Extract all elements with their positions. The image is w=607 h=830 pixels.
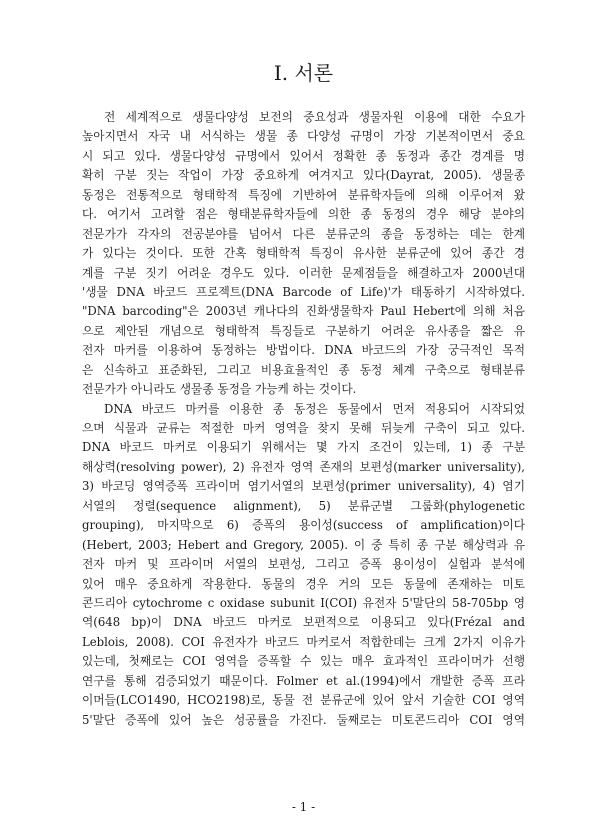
- body-text: [82, 108, 525, 730]
- text-line: 이머들(LCO1490, HCO2198)로, 동물 전 분류군에 있어 앞서 기술한 COI 영역: [82, 693, 525, 708]
- text-line: 으로 제안된 개념으로 형태학적 특징들로 구분하기 어려운 유사종을 짧은 유: [82, 323, 525, 338]
- text-line: 5'말단 증폭에 있어 높은 성공률을 가진다. 둘째로는 미토콘드리아 COI 영역: [82, 712, 525, 727]
- text-line: '생물 DNA 바코드 프로젝트(DNA Barcode of Life)'가 태동하기 시작하였다.: [82, 284, 525, 299]
- text-line: 계를 구분 짓기 어려운 경우도 있다. 이러한 문제점들을 해결하고자 2000년대: [82, 265, 525, 280]
- section-title: I. 서론: [273, 61, 334, 85]
- text-line: 전문가가 각자의 전공분야를 넘어서 다른 분류군의 종을 동정하는 데는 한계: [82, 226, 525, 241]
- text-line: 3) 바코딩 영역증폭 프라이머 염기서열의 보편성(primer universality), 4) 염기: [82, 479, 525, 494]
- text-line: grouping), 마지막으로 6) 증폭의 용이성(success of amplification)이다: [82, 518, 525, 533]
- text-line: 시 되고 있다. 생물다양성 규명에서 있어서 정확한 종 동정과 종간 경계를 명: [82, 148, 525, 163]
- text-line: 해상력(resolving power), 2) 유전자 영역 존재의 보편성(marker universality),: [82, 459, 525, 474]
- text-line: 확히 구분 짓는 작업이 가장 중요하게 여겨지고 있다(Dayrat, 2005). 생물종: [82, 168, 525, 183]
- page-number: - 1 -: [291, 800, 316, 814]
- text-line: 역(648 bp)이 DNA 바코드 마커로 보편적으로 이용되고 있다(Frézal and: [82, 615, 525, 630]
- text-line: 전 세계적으로 생물다양성 보전의 중요성과 생물자원 이용에 대한 수요가: [104, 110, 525, 124]
- text-line: 으며 식물과 균류는 적절한 마커 영역을 찾지 못해 뒤늦게 구축이 되고 있다.: [82, 421, 525, 435]
- text-line: (Hebert, 2003; Hebert and Gregory, 2005). 이 중 특히 종 구분 해상력과 유: [82, 537, 525, 552]
- text-line: DNA 바코드 마커로 이용되기 위해서는 몇 가지 조건이 있는데, 1) 종 구분: [82, 440, 525, 455]
- text-line: 전자 마커 및 프라이머 서열의 보편성, 그리고 증폭 용이성이 실험과 분석에: [82, 557, 525, 572]
- text-line: 전자 마커를 이용하여 동정하는 방법이다. DNA 바코드의 가장 궁극적인 목적: [82, 343, 525, 358]
- text-line: 동정은 전통적으로 형태학적 특징에 기반하여 분류학자들에 의해 이루어져 왔: [82, 187, 525, 202]
- text-line: 은 신속하고 표준화된, 그리고 비용효율적인 종 동정 체계 구축으로 형태분류: [82, 362, 525, 377]
- text-line: DNA 바코드 마커를 이용한 종 동정은 동물에서 먼저 적용되어 시작되었: [104, 401, 525, 416]
- text-line: 가 있다는 것이다. 또한 간혹 형태학적 특징이 유사한 분류군에 있어 종간 경: [82, 246, 525, 261]
- text-line: Leblois, 2008). COI 유전자가 바코드 마커로서 적합한데는 크게 2가지 이유가: [82, 634, 525, 649]
- text-line: 연구를 통해 검증되었기 때문이다. Folmer et al.(1994)에서 개발한 증폭 프라: [82, 673, 525, 688]
- text-line: "DNA barcoding"은 2003년 캐나다의 진화생물학자 Paul Hebert에 의해 처음: [82, 304, 525, 319]
- text-line: 전문가가 아니라도 생물종 동정을 가능케 하는 것이다.: [82, 382, 357, 397]
- text-line: 있는데, 첫째로는 COI 영역을 증폭할 수 있는 매우 효과적인 프라이머가 선행: [82, 654, 525, 669]
- text-line: 있어 매우 중요하게 작용한다. 동물의 경우 거의 모든 동물에 존재하는 미토: [82, 576, 525, 591]
- text-line: 높아지면서 자국 내 서식하는 생물 종 다양성 규명이 가장 기본적이면서 중요: [82, 129, 525, 144]
- text-line: 서열의 정렬(sequence alignment), 5) 분류군별 그룹화(phylogenetic: [82, 498, 525, 513]
- text-line: 콘드리아 cytochrome c oxidase subunit I(COI) 유전자 5'말단의 58-705bp 영: [82, 595, 525, 610]
- text-line: 다. 여기서 고려할 점은 형태분류학자들에 의한 종 동정의 경우 해당 분야의: [82, 207, 525, 222]
